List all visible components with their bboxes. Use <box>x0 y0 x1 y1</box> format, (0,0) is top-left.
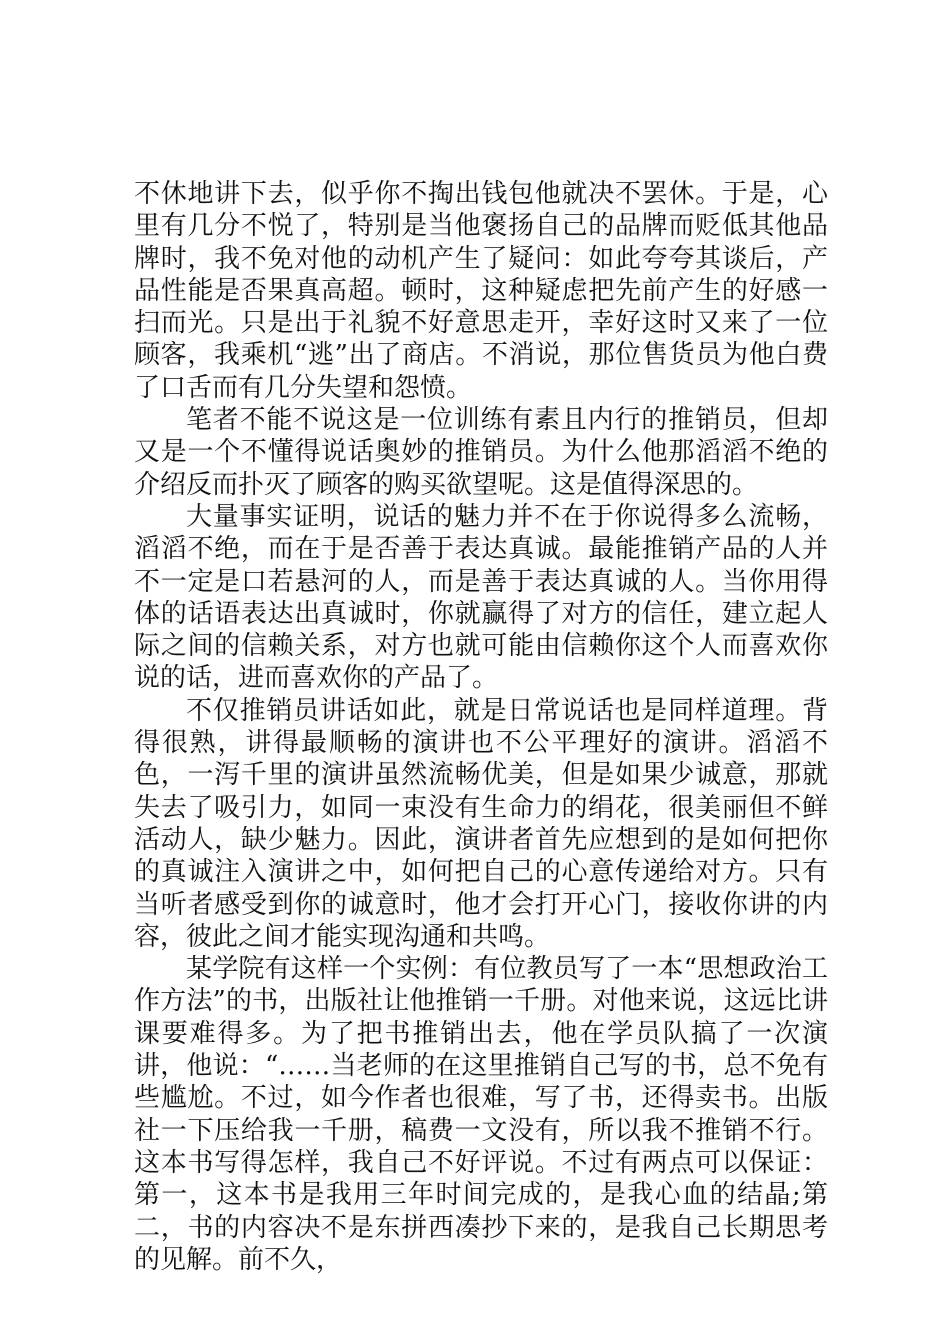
paragraph-1: 不休地讲下去，似乎你不掏出钱包他就决不罢休。于是，心里有几分不悦了，特别是当他褒扬自己的品牌而贬低其他品牌时，我不免对他的动机产生了疑问：如此夸夸其谈后，产品性能是否果真高超。顿时，这种疑虑把先前产生的好感一扫而光。只是出于礼貌不好意思走开，幸好这时又来了一位顾客，我乘机“逃”出了商店。不消说，那位售货员为他白费了口舌而有几分失望和怨愤。 <box>134 179 828 403</box>
document-body <box>134 178 828 1276</box>
paragraph-3: 大量事实证明，说话的魅力并不在于你说得多么流畅，滔滔不绝，而在于是否善于表达真诚。最能推销产品的人并不一定是口若悬河的人，而是善于表达真诚的人。当你用得体的话语表达出真诚时，你就赢得了对方的信任，建立起人际之间的信赖关系，对方也就可能由信赖你这个人而喜欢你说的话，进而喜欢你的产品了。 <box>134 501 828 694</box>
paragraph-2: 笔者不能不说这是一位训练有素且内行的推销员，但却又是一个不懂得说话奥妙的推销员。为什么他那滔滔不绝的介绍反而扑灭了顾客的购买欲望呢。这是值得深思的。 <box>134 405 828 500</box>
paragraph-4: 不仅推销员讲话如此，就是日常说话也是同样道理。背得很熟，讲得最顺畅的演讲也不公平理好的演讲。滔滔不色，一泻千里的演讲虽然流畅优美，但是如果少诚意，那就失去了吸引力，如同一束没有生命力的绢花，很美丽但不鲜活动人，缺少魅力。因此，演讲者首先应想到的是如何把你的真诚注入演讲之中，如何把自己的心意传递给对方。只有当听者感受到你的诚意时，他才会打开心门，接收你讲的内容，彼此之间才能实现沟通和共鸣。 <box>134 695 828 952</box>
paragraph-5: 某学院有这样一个实例：有位教员写了一本“思想政治工作方法”的书，出版社让他推销一千册。对他来说，这远比讲课要难得多。为了把书推销出去，他在学员队搞了一次演讲，他说：“……当老师的在这里推销自己写的书，总不免有些尴尬。不过，如今作者也很难，写了书，还得卖书。出版社一下压给我一千册，稿费一文没有，所以我不推销不行。这本书写得怎样，我自己不好评说。不过有两点可以保证：第一，这本书是我用三年时间完成的，是我心血的结晶;第二，书的内容决不是东拼西凑抄下来的，是我自己长期思考的见解。前不久， <box>134 954 828 1275</box>
